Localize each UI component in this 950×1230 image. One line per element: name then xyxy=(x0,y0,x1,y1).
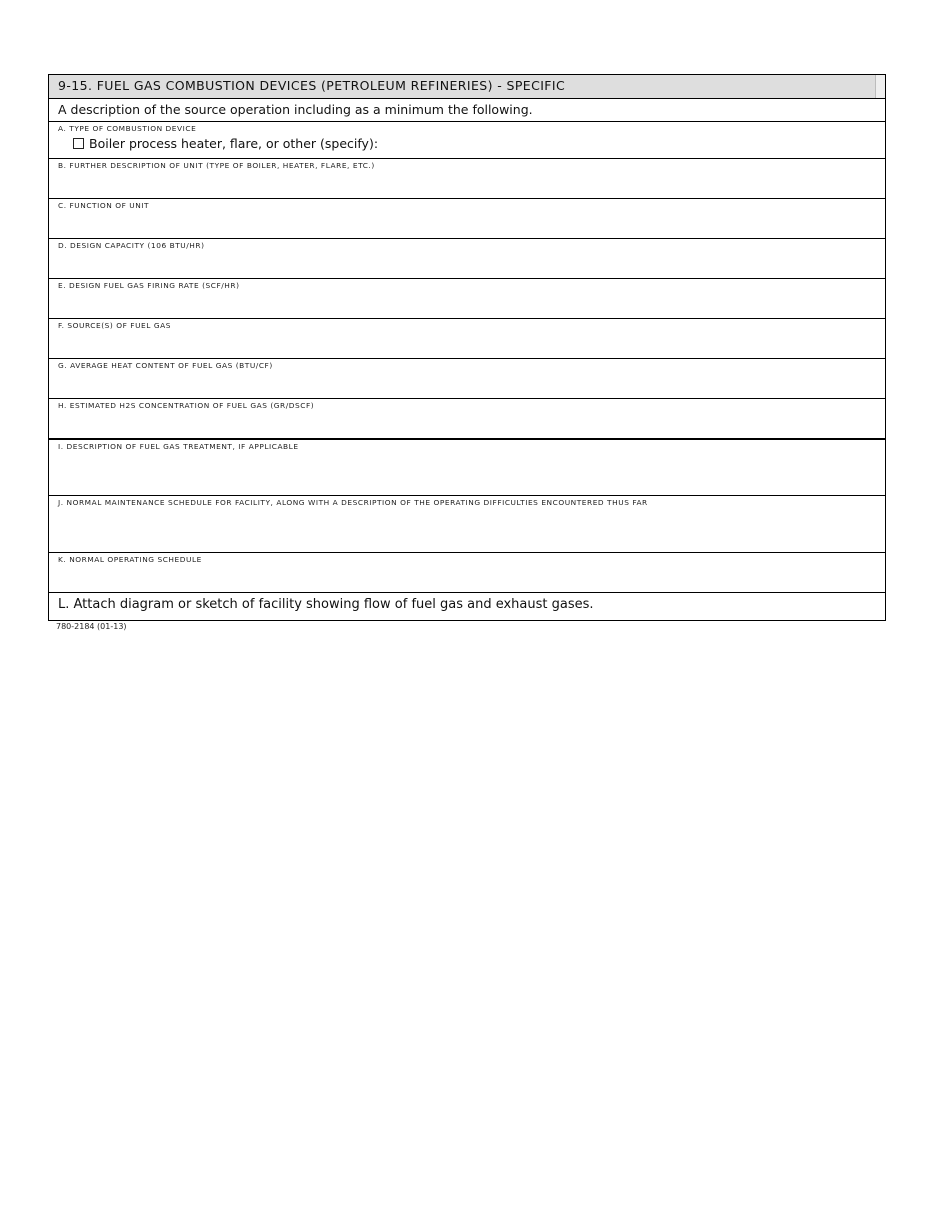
section-j-label: J. NORMAL MAINTENANCE SCHEDULE FOR FACILITY, ALONG WITH A DESCRIPTION OF THE OPERATING DIFFICULTIES ENCOUNTERED THUS FAR xyxy=(58,498,648,507)
attach-note-text: L. Attach diagram or sketch of facility showing flow of fuel gas and exhaust gases. xyxy=(58,597,594,612)
section-d-design-capacity[interactable] xyxy=(49,238,885,278)
section-f-label: F. SOURCE(S) OF FUEL GAS xyxy=(58,321,171,330)
section-c-label: C. FUNCTION OF UNIT xyxy=(58,201,150,210)
section-i-fuel-gas-treatment[interactable] xyxy=(49,438,885,495)
boiler-heater-flare-option[interactable] xyxy=(73,136,378,151)
section-h-label: H. ESTIMATED H2S CONCENTRATION OF FUEL GAS (GR/DSCF) xyxy=(58,401,315,410)
section-j-maintenance-schedule[interactable] xyxy=(49,495,885,552)
boiler-heater-flare-checkbox[interactable] xyxy=(73,138,84,149)
intro-row xyxy=(49,99,885,121)
section-k-label: K. NORMAL OPERATING SCHEDULE xyxy=(58,555,202,564)
form-title: 9-15. FUEL GAS COMBUSTION DEVICES (PETROLEUM REFINERIES) - SPECIFIC xyxy=(58,78,566,93)
section-k-operating-schedule[interactable] xyxy=(49,552,885,592)
section-e-label: E. DESIGN FUEL GAS FIRING RATE (SCF/HR) xyxy=(58,281,240,290)
form-number: 780-2184 (01-13) xyxy=(56,622,127,631)
section-d-label: D. DESIGN CAPACITY (106 BTU/HR) xyxy=(58,241,205,250)
section-b-label: B. FURTHER DESCRIPTION OF UNIT (TYPE OF BOILER, HEATER, FLARE, ETC.) xyxy=(58,161,375,170)
section-l-attach-note xyxy=(49,592,885,620)
section-g-label: G. AVERAGE HEAT CONTENT OF FUEL GAS (BTU/CF) xyxy=(58,361,273,370)
section-i-label: I. DESCRIPTION OF FUEL GAS TREATMENT, IF APPLICABLE xyxy=(58,442,299,451)
boiler-heater-flare-option-label: Boiler process heater, flare, or other (specify): xyxy=(89,136,379,151)
section-f-fuel-gas-sources[interactable] xyxy=(49,318,885,358)
title-bar-edge xyxy=(875,75,885,98)
section-g-heat-content[interactable] xyxy=(49,358,885,398)
section-e-firing-rate[interactable] xyxy=(49,278,885,318)
section-c-unit-function[interactable] xyxy=(49,198,885,238)
section-h-h2s-concentration[interactable] xyxy=(49,398,885,438)
form-title-bar xyxy=(49,75,885,99)
section-b-unit-description[interactable] xyxy=(49,158,885,198)
intro-text: A description of the source operation including as a minimum the following. xyxy=(58,102,533,117)
fuel-gas-combustion-form xyxy=(48,74,886,621)
section-a-combustion-device-type xyxy=(49,121,885,158)
section-a-label: A. TYPE OF COMBUSTION DEVICE xyxy=(58,124,197,133)
